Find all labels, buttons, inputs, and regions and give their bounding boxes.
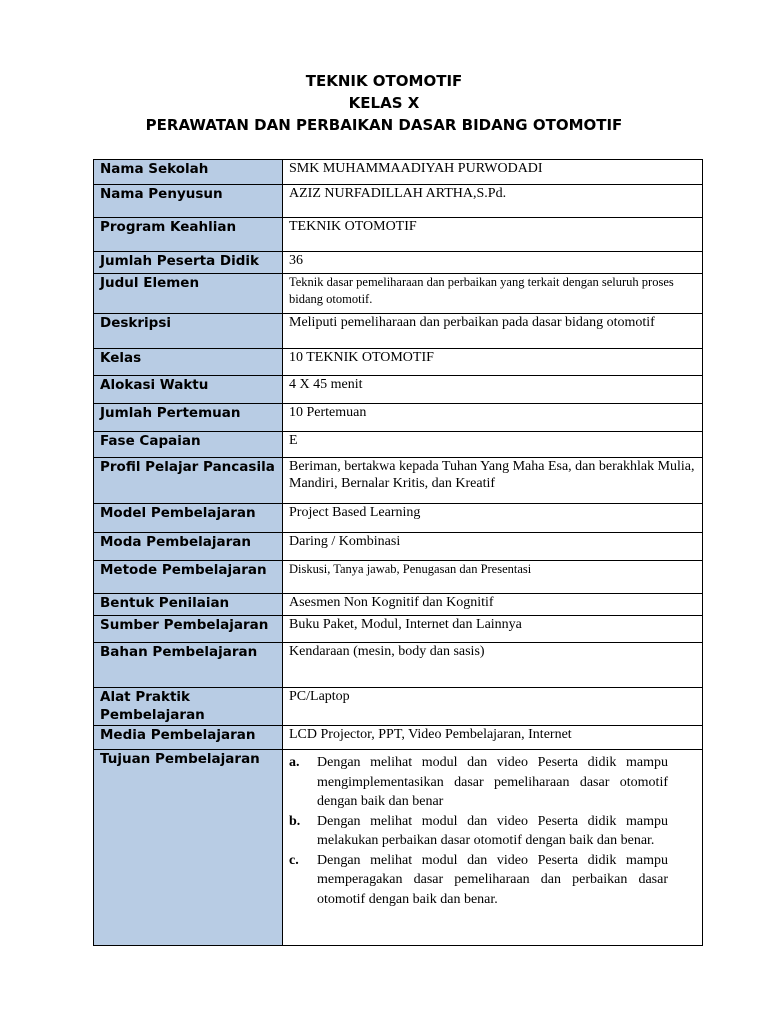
- title-line-1: TEKNIK OTOMOTIF: [305, 72, 463, 90]
- table-row: [94, 160, 703, 185]
- info-table: [93, 159, 703, 946]
- table-row: [94, 643, 703, 688]
- table-row: [94, 561, 703, 594]
- table-row: [94, 314, 703, 349]
- list-marker: a.: [289, 755, 300, 770]
- row-label: Deskripsi: [94, 314, 283, 349]
- table-row: [94, 252, 703, 274]
- row-value: PC/Laptop: [283, 688, 703, 726]
- row-value: Teknik dasar pemeliharaan dan perbaikan yang terkait dengan seluruh proses bidang otomotif.: [283, 274, 703, 314]
- row-label: Kelas: [94, 349, 283, 376]
- row-label: Media Pembelajaran: [94, 726, 283, 750]
- row-label: Alat Praktik Pembelajaran: [94, 688, 283, 726]
- row-value: Beriman, bertakwa kepada Tuhan Yang Maha Esa, dan berakhlak Mulia, Mandiri, Bernalar Kritis, dan Kreatif: [283, 458, 703, 504]
- table-row: [94, 218, 703, 252]
- list-item: [289, 812, 668, 851]
- row-label: Fase Capaian: [94, 432, 283, 458]
- goals-value: [283, 750, 703, 946]
- list-item: [289, 753, 668, 812]
- row-value: 4 X 45 menit: [283, 376, 703, 404]
- row-label: Profil Pelajar Pancasila: [94, 458, 283, 504]
- row-value: Buku Paket, Modul, Internet dan Lainnya: [283, 616, 703, 643]
- list-text: Dengan melihat modul dan video Peserta didik mampu mengimplementasikan dasar pemeliharaan dasar otomotif dengan baik dan benar: [317, 755, 668, 809]
- row-value: 10 Pertemuan: [283, 404, 703, 432]
- table-row: [94, 274, 703, 314]
- row-label: Sumber Pembelajaran: [94, 616, 283, 643]
- table-row: [94, 726, 703, 750]
- row-value: SMK MUHAMMAADIYAH PURWODADI: [283, 160, 703, 185]
- list-marker: c.: [289, 852, 299, 868]
- list-marker: b.: [289, 813, 301, 829]
- row-label: Jumlah Peserta Didik: [94, 252, 283, 274]
- title-line-3: PERAWATAN DAN PERBAIKAN DASAR BIDANG OTOMOTIF: [145, 116, 623, 134]
- table-row: [94, 432, 703, 458]
- row-value: Meliputi pemeliharaan dan perbaikan pada dasar bidang otomotif: [283, 314, 703, 349]
- row-label: Judul Elemen: [94, 274, 283, 314]
- row-label: Alokasi Waktu: [94, 376, 283, 404]
- row-value: Kendaraan (mesin, body dan sasis): [283, 643, 703, 688]
- list-text: Dengan melihat modul dan video Peserta didik mampu melakukan perbaikan dasar otomotif dengan baik dan benar.: [317, 813, 668, 848]
- row-value: E: [283, 432, 703, 458]
- row-value: LCD Projector, PPT, Video Pembelajaran, Internet: [283, 726, 703, 750]
- row-label: Program Keahlian: [94, 218, 283, 252]
- goals-label: Tujuan Pembelajaran: [94, 750, 283, 946]
- table-row: [94, 376, 703, 404]
- list-item: [289, 851, 668, 910]
- row-value: Project Based Learning: [283, 504, 703, 533]
- row-label: Nama Penyusun: [94, 185, 283, 218]
- table-row: [94, 185, 703, 218]
- row-value: AZIZ NURFADILLAH ARTHA,S.Pd.: [283, 185, 703, 218]
- table-row: [94, 594, 703, 616]
- row-value: Diskusi, Tanya jawab, Penugasan dan Presentasi: [283, 561, 703, 594]
- document-title: [0, 70, 768, 136]
- row-label: Moda Pembelajaran: [94, 533, 283, 561]
- goals-list: [289, 750, 696, 909]
- title-line-2: KELAS X: [348, 94, 420, 112]
- table-row: [94, 404, 703, 432]
- row-value: Asesmen Non Kognitif dan Kognitif: [283, 594, 703, 616]
- row-label: Jumlah Pertemuan: [94, 404, 283, 432]
- table-row: [94, 349, 703, 376]
- table-row-goals: [94, 750, 703, 946]
- table-row: [94, 458, 703, 504]
- table-row: [94, 504, 703, 533]
- table-row: [94, 533, 703, 561]
- row-label: Bentuk Penilaian: [94, 594, 283, 616]
- row-value: Daring / Kombinasi: [283, 533, 703, 561]
- table-row: [94, 688, 703, 726]
- row-value: 10 TEKNIK OTOMOTIF: [283, 349, 703, 376]
- row-label: Model Pembelajaran: [94, 504, 283, 533]
- row-value: 36: [283, 252, 703, 274]
- row-label: Bahan Pembelajaran: [94, 643, 283, 688]
- row-label: Nama Sekolah: [94, 160, 283, 185]
- row-label: Metode Pembelajaran: [94, 561, 283, 594]
- table-row: [94, 616, 703, 643]
- row-value: TEKNIK OTOMOTIF: [283, 218, 703, 252]
- list-text: Dengan melihat modul dan video Peserta didik mampu memperagakan dasar pemeliharaan dan perbaikan dasar otomotif dengan baik dan benar.: [317, 852, 668, 907]
